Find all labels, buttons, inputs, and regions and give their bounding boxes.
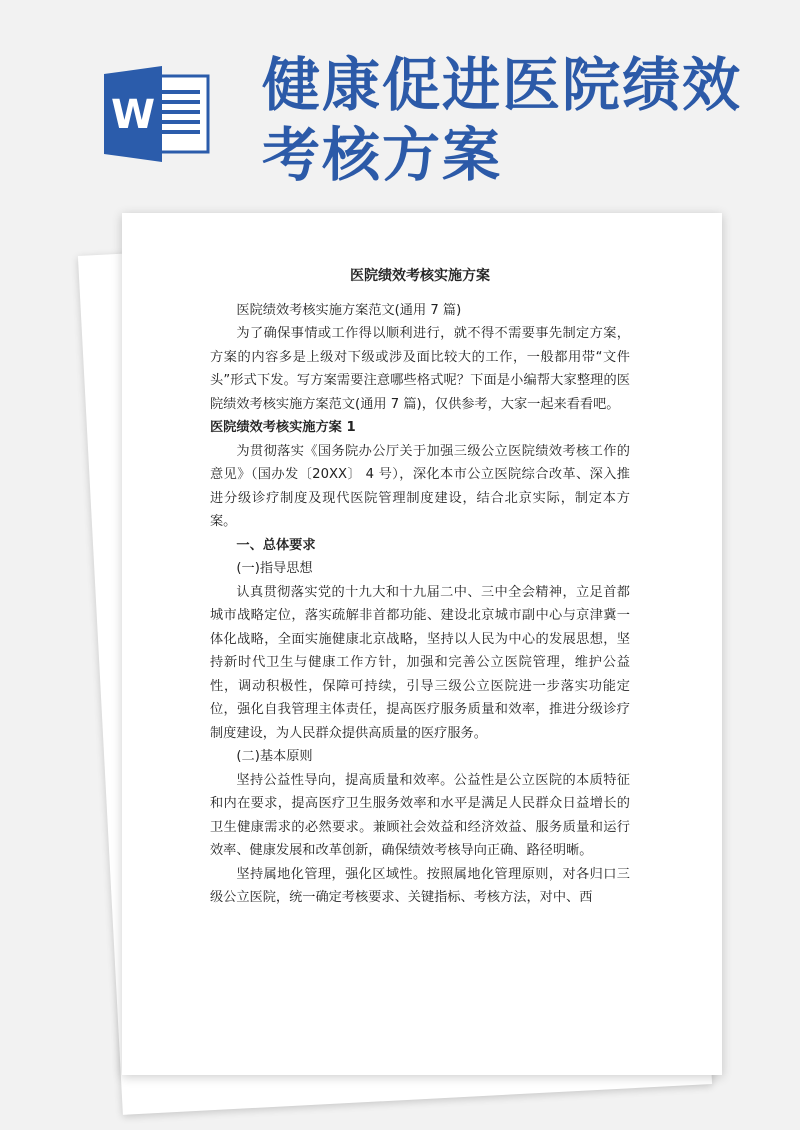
paragraph: 坚持属地化管理，强化区域性。按照属地化管理原则，对各归口三级公立医院，统一确定考核要求、关键指标、考核方法，对中、西: [210, 866, 630, 905]
word-document-icon: [104, 66, 214, 162]
paragraph: 医院绩效考核实施方案范文(通用 7 篇): [236, 302, 462, 318]
paragraph: 为贯彻落实《国务院办公厅关于加强三级公立医院绩效考核工作的意见》（国办发〔20XX〕 4 号），深化本市公立医院综合改革、深入推进分级诊疗制度及现代医院管理制度建设，结合北京实际，制定本方案。: [210, 443, 630, 529]
paragraph: 坚持公益性导向，提高质量和效率。公益性是公立医院的本质特征和内在要求，提高医疗卫生服务效率和水平是满足人民群众日益增长的卫生健康需求的必然要求。兼顾社会效益和经济效益、服务质量和运行效率、健康发展和改革创新，确保绩效考核导向正确、路径明晰。: [210, 772, 630, 858]
paragraph: 认真贯彻落实党的十九大和十九届二中、三中全会精神，立足首都城市战略定位，落实疏解非首都功能、建设北京城市副中心与京津冀一体化战略，全面实施健康北京战略，坚持以人民为中心的发展思想，坚持新时代卫生与健康工作方针，加强和完善公立医院管理，维护公益性，调动积极性，保障可持续，引导三级公立医院进一步落实功能定位，强化自我管理主体责任，提高医疗服务质量和效率，推进分级诊疗制度建设，为人民群众提供高质量的医疗服务。: [210, 584, 630, 741]
page-title: 健康促进医院绩效考核方案: [262, 51, 743, 189]
subheading: (二)基本原则: [236, 749, 313, 764]
document-title: 医院绩效考核实施方案: [350, 268, 490, 284]
subheading: (一)指导思想: [236, 561, 313, 576]
word-icon-letter: W: [110, 92, 156, 138]
section-heading: 一、总体要求: [236, 537, 316, 553]
document-page[interactable]: [122, 213, 722, 1075]
document-body: [210, 265, 630, 910]
section-heading: 医院绩效考核实施方案 1: [210, 420, 356, 435]
paragraph: 为了确保事情或工作得以顺利进行，就不得不需要事先制定方案，方案的内容多是上级对下级或涉及面比较大的工作，一般都用带“文件头”形式下发。写方案需要注意哪些格式呢？下面是小编帮大家整理的医院绩效考核实施方案范文(通用 7 篇)，仅供参考，大家一起来看看吧。: [210, 326, 630, 412]
banner: [0, 0, 800, 210]
